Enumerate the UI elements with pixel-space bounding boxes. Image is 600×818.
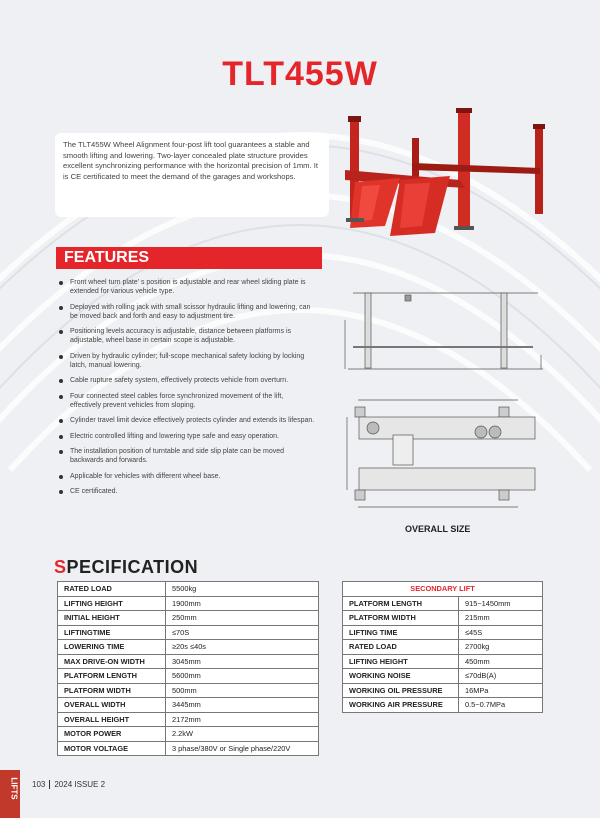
overall-size-label: OVERALL SIZE: [405, 524, 471, 534]
spec-value: 215mm: [459, 611, 543, 626]
specification-heading-rest: PECIFICATION: [66, 557, 199, 577]
feature-item: Front wheel turn plate’ s position is adjustable and rear wheel sliding plate is extended for various vehicle type.: [58, 278, 316, 296]
intro-text: The TLT455W Wheel Alignment four-post lift tool guarantees a stable and smooth lifting and lowering. Two-layer concealed plate structure provides excellent synchronizing performance with the horizontal precision of 1mm. It is CE certificated to meet the demand of the garages and workshops.: [55, 133, 329, 217]
features-heading: FEATURES: [56, 247, 322, 269]
table-row: [58, 683, 319, 698]
spec-value: 3445mm: [166, 698, 319, 713]
table-row: [58, 712, 319, 727]
spec-value: 3 phase/380V or Single phase/220V: [166, 741, 319, 756]
feature-item: Four connected steel cables force synchronized movement of the lift, effectively prevent vehicles from sloping.: [58, 392, 316, 410]
spec-value: 1900mm: [166, 596, 319, 611]
spec-label: LIFTINGTIME: [58, 625, 166, 640]
table-row: [58, 596, 319, 611]
page-number: 103: [32, 780, 46, 789]
spec-value: 2172mm: [166, 712, 319, 727]
spec-label: LOWERING TIME: [58, 640, 166, 655]
spec-value: 250mm: [166, 611, 319, 626]
feature-item: Applicable for vehicles with different wheel base.: [58, 472, 316, 481]
table-row: [343, 654, 543, 669]
spec-value: 3045mm: [166, 654, 319, 669]
secondary-lift-heading: SECONDARY LIFT: [343, 582, 543, 597]
table-header-row: [343, 582, 543, 597]
spec-label: PLATFORM WIDTH: [343, 611, 459, 626]
spec-value: 16MPa: [459, 683, 543, 698]
spec-value: ≥20s ≤40s: [166, 640, 319, 655]
spec-value: 2.2kW: [166, 727, 319, 742]
spec-value: 5600mm: [166, 669, 319, 684]
spec-label: RATED LOAD: [58, 582, 166, 597]
spec-value: ≤45S: [459, 625, 543, 640]
table-row: [343, 640, 543, 655]
spec-value: ≤70dB(A): [459, 669, 543, 684]
feature-item: Cylinder travel limit device effectively protects cylinder and extends its lifespan.: [58, 416, 316, 425]
feature-item: Cable rupture safety system, effectively protects vehicle from overturn.: [58, 376, 316, 385]
spec-value: 500mm: [166, 683, 319, 698]
lift-photo: [340, 108, 570, 238]
spec-value: 450mm: [459, 654, 543, 669]
spec-value: 915~1450mm: [459, 596, 543, 611]
specification-table: [57, 581, 319, 756]
footer-divider: [49, 780, 50, 789]
table-row: [343, 698, 543, 713]
spec-value: ≤70S: [166, 625, 319, 640]
spec-label: INITIAL HEIGHT: [58, 611, 166, 626]
feature-item: Driven by hydraulic cylinder; full-scope mechanical safety locking by locking latch, manual lowering.: [58, 352, 316, 370]
table-row: [58, 741, 319, 756]
feature-item: Electric controlled lifting and lowering type safe and easy operation.: [58, 432, 316, 441]
secondary-lift-table: [342, 581, 543, 713]
issue-label: 2024 ISSUE 2: [54, 780, 106, 789]
table-row: [58, 582, 319, 597]
spec-label: WORKING OIL PRESSURE: [343, 683, 459, 698]
table-row: [343, 596, 543, 611]
page-footer: [32, 780, 105, 789]
feature-item: The installation position of turntable and side slip plate can be moved backwards and forwards.: [58, 447, 316, 465]
spec-label: MOTOR VOLTAGE: [58, 741, 166, 756]
table-row: [343, 625, 543, 640]
spec-label: RATED LOAD: [343, 640, 459, 655]
overall-size-drawing: [333, 285, 553, 520]
spec-label: PLATFORM WIDTH: [58, 683, 166, 698]
specification-heading: [54, 557, 198, 578]
spec-label: MAX DRIVE-ON WIDTH: [58, 654, 166, 669]
spec-label: LIFTING HEIGHT: [58, 596, 166, 611]
section-tab: [0, 770, 20, 818]
spec-value: 2700kg: [459, 640, 543, 655]
spec-label: WORKING AIR PRESSURE: [343, 698, 459, 713]
spec-label: LIFTING HEIGHT: [343, 654, 459, 669]
spec-label: WORKING NOISE: [343, 669, 459, 684]
spec-label: MOTOR POWER: [58, 727, 166, 742]
spec-label: PLATFORM LENGTH: [58, 669, 166, 684]
spec-label: PLATFORM LENGTH: [343, 596, 459, 611]
feature-item: Deployed with rolling jack with small scissor hydraulic lifting and lowering, can be moved back and forth and easy to adjustment tire.: [58, 303, 316, 321]
spec-value: 5500kg: [166, 582, 319, 597]
features-list: [58, 278, 316, 503]
table-row: [58, 654, 319, 669]
spec-value: 0.5~0.7MPa: [459, 698, 543, 713]
table-row: [343, 611, 543, 626]
table-row: [58, 625, 319, 640]
feature-item: CE certificated.: [58, 487, 316, 496]
section-tab-label: LIFTS: [9, 777, 19, 800]
feature-item: Positioning levels accuracy is adjustable, distance between platforms is adjustable, wheel base in certain scope is adjustable.: [58, 327, 316, 345]
spec-label: OVERALL WIDTH: [58, 698, 166, 713]
table-row: [343, 683, 543, 698]
spec-label: LIFTING TIME: [343, 625, 459, 640]
table-row: [58, 698, 319, 713]
table-row: [343, 669, 543, 684]
specification-heading-initial: S: [54, 557, 67, 577]
product-title: TLT455W: [222, 55, 378, 93]
table-row: [58, 640, 319, 655]
table-row: [58, 727, 319, 742]
table-row: [58, 669, 319, 684]
spec-label: OVERALL HEIGHT: [58, 712, 166, 727]
table-row: [58, 611, 319, 626]
